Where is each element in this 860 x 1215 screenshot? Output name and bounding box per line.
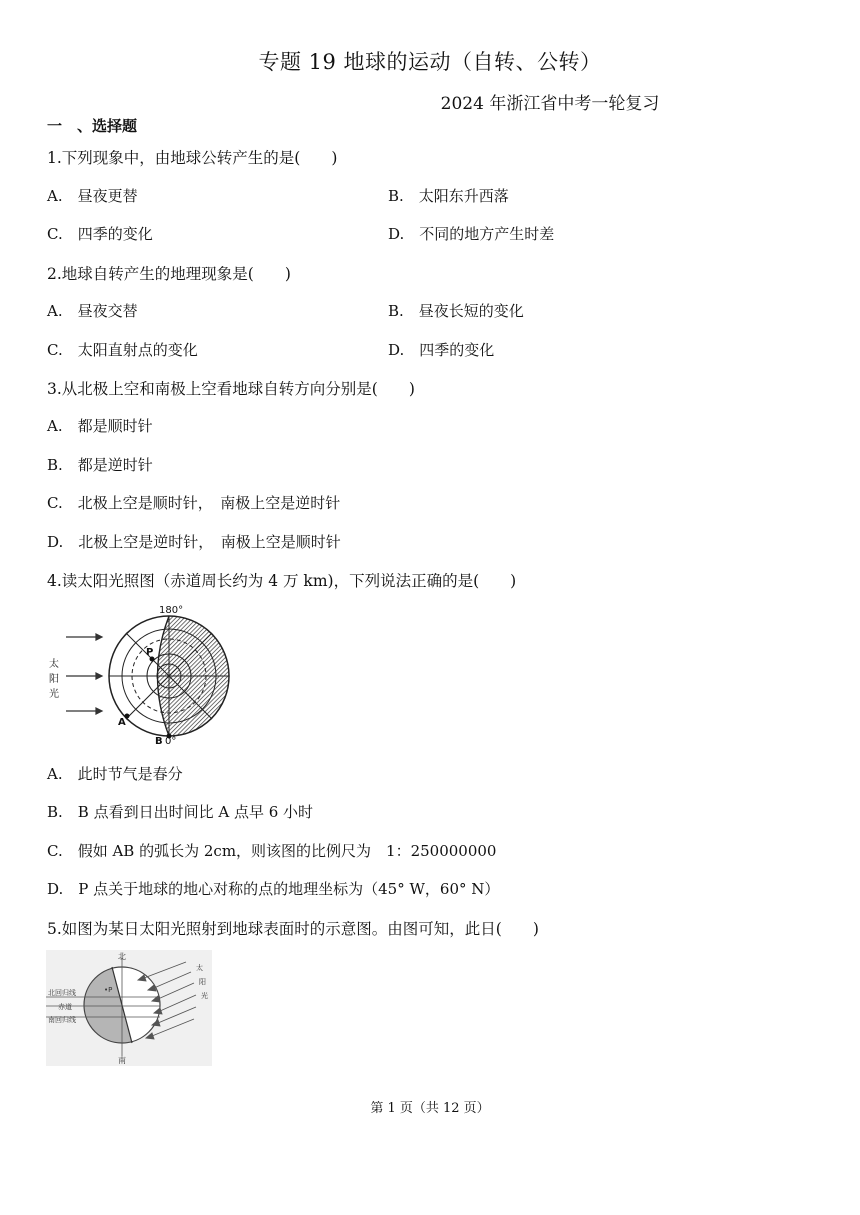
page-footer: 第 1 页（共 12 页） <box>370 1101 490 1116</box>
question-4-option-c: C. 假如 AB 的弧长为 2cm，则该图的比例尺为 1：250000000 <box>47 842 497 860</box>
question-1-option-d: D. 不同的地方产生时差 <box>388 225 555 243</box>
sun-label-3: 光 <box>49 689 59 700</box>
question-1-stem: 1.下列现象中，由地球公转产生的是( ) <box>47 149 338 167</box>
equator-label: 赤道 <box>58 1003 72 1011</box>
page-title: 专题 19 地球的运动（自转、公转） <box>258 50 602 74</box>
section-heading: 一 、选择题 <box>47 117 138 135</box>
question-1-option-a: A. 昼夜更替 <box>47 187 138 205</box>
question-2-stem: 2.地球自转产生的地理现象是( ) <box>47 265 291 283</box>
sun-label-1: 太 <box>49 659 59 670</box>
point-a-label: A <box>118 717 126 728</box>
question-2-option-a: A. 昼夜交替 <box>47 302 138 320</box>
south-tropic-label: 南回归线 <box>48 1016 76 1024</box>
point-p-label: •P <box>104 986 113 994</box>
point-p-label: P <box>146 647 154 658</box>
question-3-option-d: D. 北极上空是逆时针， 南极上空是顺时针 <box>47 533 341 551</box>
sun-label-1: 太 <box>196 964 203 972</box>
question-2-option-c: C. 太阳直射点的变化 <box>47 341 198 359</box>
point-b-label: B <box>155 736 163 747</box>
sun-label-3: 光 <box>201 992 208 1000</box>
question-5-stem: 5.如图为某日太阳光照射到地球表面时的示意图。由图可知，此日( ) <box>47 920 539 938</box>
question-2-option-b: B. 昼夜长短的变化 <box>388 302 524 320</box>
page-subtitle: 2024 年浙江省中考一轮复习 <box>440 94 660 114</box>
question-4-option-d: D. P 点关于地球的地心对称的点的地理坐标为（45° W，60° N） <box>47 880 500 898</box>
question-2-option-d: D. 四季的变化 <box>388 341 495 359</box>
sunlight-arrows <box>66 634 102 714</box>
south-label: 南 <box>118 1056 126 1065</box>
question-4-option-a: A. 此时节气是春分 <box>47 765 183 783</box>
question-3-stem: 3.从北极上空和南极上空看地球自转方向分别是( ) <box>47 380 415 398</box>
question-4-stem: 4.读太阳光照图（赤道周长约为 4 万 km)，下列说法正确的是( ) <box>47 572 517 590</box>
sunlight-side-diagram <box>46 950 212 1066</box>
sun-label-2: 阳 <box>49 674 59 685</box>
question-3-option-b: B. 都是逆时针 <box>47 456 153 474</box>
question-1-option-b: B. 太阳东升西落 <box>388 187 509 205</box>
north-tropic-label: 北回归线 <box>48 989 76 997</box>
question-3-option-c: C. 北极上空是顺时针， 南极上空是逆时针 <box>47 494 341 512</box>
sunlight-polar-diagram <box>46 603 246 748</box>
question-4-option-b: B. B 点看到日出时间比 A 点早 6 小时 <box>47 803 314 821</box>
sun-label-2: 阳 <box>199 978 206 986</box>
top-longitude-label: 180° <box>159 605 184 616</box>
north-label: 北 <box>118 952 126 961</box>
question-3-option-a: A. 都是顺时针 <box>47 417 153 435</box>
question-1-option-c: C. 四季的变化 <box>47 225 153 243</box>
bottom-longitude-label: 0° <box>165 736 177 747</box>
